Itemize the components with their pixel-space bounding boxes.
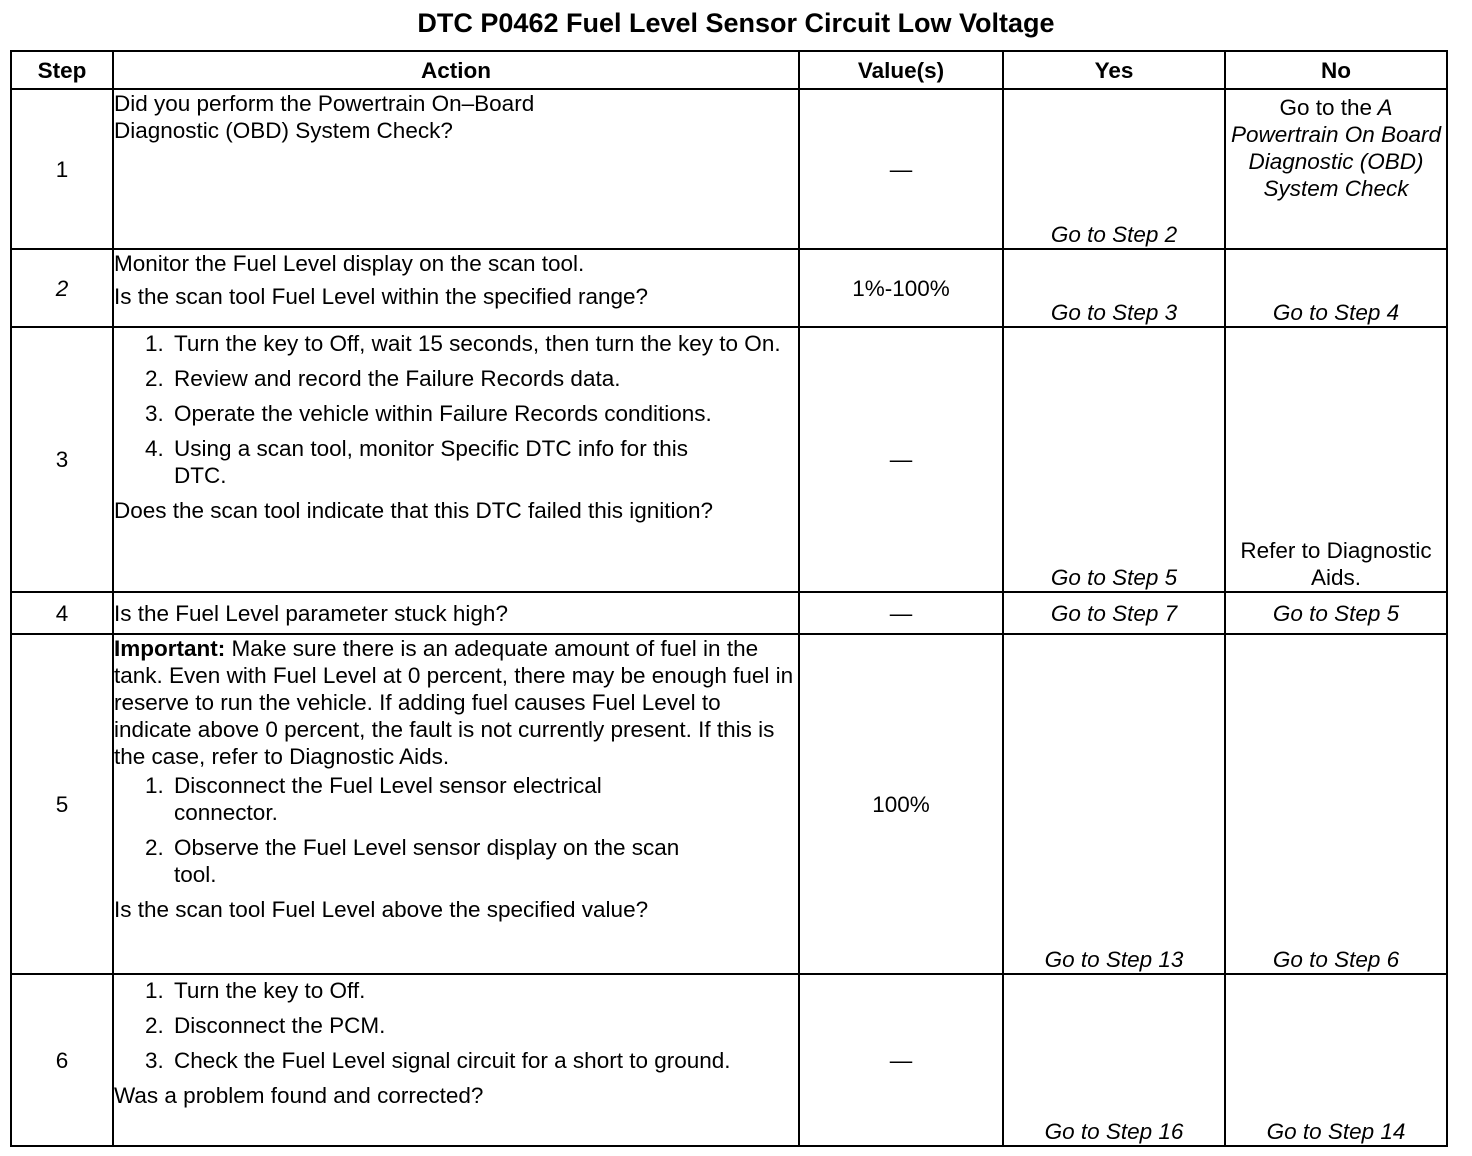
step-number: 3: [11, 327, 113, 592]
no-cell: Refer to Diagnostic Aids.: [1225, 327, 1447, 592]
important-label: Important:: [114, 636, 226, 661]
header-yes: Yes: [1003, 51, 1225, 89]
list-item: 3. Operate the vehicle within Failure Records conditions.: [170, 400, 790, 427]
table-row: [11, 974, 1447, 1146]
yes-cell: Go to Step 16: [1003, 974, 1225, 1146]
table-row: [11, 634, 1447, 974]
action-text: Did you perform the Powertrain On–Board Diagnostic (OBD) System Check?: [114, 91, 535, 143]
diagnostic-table: [10, 50, 1448, 1147]
no-cell: [1225, 89, 1447, 249]
step-number: 1: [11, 89, 113, 249]
action-cell: [113, 89, 799, 249]
action-cell: [113, 974, 799, 1146]
table-row: [11, 249, 1447, 327]
action-cell: [113, 592, 799, 634]
action-cell: [113, 327, 799, 592]
header-values: Value(s): [799, 51, 1003, 89]
step-number: 5: [11, 634, 113, 974]
action-text: Monitor the Fuel Level display on the scan tool.: [114, 251, 585, 276]
no-reference: A Powertrain On Board Diagnostic (OBD) System Check: [1230, 95, 1442, 201]
no-cell: Go to Step 5: [1225, 592, 1447, 634]
action-question: Is the scan tool Fuel Level above the specified value?: [114, 897, 649, 922]
action-cell: [113, 249, 799, 327]
table-row: [11, 327, 1447, 592]
list-item: 1. Disconnect the Fuel Level sensor electrical connector.: [170, 772, 674, 826]
no-prefix: Go to the: [1279, 95, 1373, 120]
no-cell: Go to Step 14: [1225, 974, 1447, 1146]
procedure-list: [114, 977, 750, 1074]
value-cell: 100%: [799, 634, 1003, 974]
step-number: 4: [11, 592, 113, 634]
list-item: 2. Review and record the Failure Records data.: [170, 365, 790, 392]
list-item: 2. Observe the Fuel Level sensor display on the scan tool.: [170, 834, 714, 888]
yes-cell: Go to Step 7: [1003, 592, 1225, 634]
action-cell: [113, 634, 799, 974]
header-row: [11, 51, 1447, 89]
no-cell: Go to Step 6: [1225, 634, 1447, 974]
table-row: [11, 89, 1447, 249]
value-cell: —: [799, 89, 1003, 249]
action-question: Was a problem found and corrected?: [114, 1083, 484, 1108]
list-item: 4. Using a scan tool, monitor Specific DTC info for this DTC.: [170, 435, 714, 489]
value-cell: 1%-100%: [799, 249, 1003, 327]
step-number: 2: [11, 249, 113, 327]
step-number: 6: [11, 974, 113, 1146]
action-question: Is the Fuel Level parameter stuck high?: [114, 600, 508, 626]
action-question: Is the scan tool Fuel Level within the specified range?: [114, 284, 649, 309]
yes-cell: Go to Step 3: [1003, 249, 1225, 327]
action-question: Does the scan tool indicate that this DTC failed this ignition?: [114, 498, 714, 523]
list-item: 1. Turn the key to Off.: [170, 977, 750, 1004]
yes-cell: Go to Step 13: [1003, 634, 1225, 974]
header-action: Action: [113, 51, 799, 89]
header-no: No: [1225, 51, 1447, 89]
list-item: 3. Check the Fuel Level signal circuit for a short to ground.: [170, 1047, 750, 1074]
no-cell: Go to Step 4: [1225, 249, 1447, 327]
list-item: 1. Turn the key to Off, wait 15 seconds, then turn the key to On.: [170, 330, 790, 357]
important-note: [114, 635, 798, 770]
value-cell: —: [799, 592, 1003, 634]
table-row: [11, 592, 1447, 634]
list-item: 2. Disconnect the PCM.: [170, 1012, 750, 1039]
procedure-list: [114, 330, 790, 489]
yes-cell: Go to Step 2: [1003, 89, 1225, 249]
procedure-list: [114, 772, 770, 888]
important-text: Make sure there is an adequate amount of fuel in the tank. Even with Fuel Level at 0 percent, there may be enough fuel in reserve to run the vehicle. If adding fuel causes Fuel Level to indicate above 0 percent, the fault is not currently present. If this is the case, refer to Diagnostic Aids.: [114, 636, 794, 769]
yes-cell: Go to Step 5: [1003, 327, 1225, 592]
value-cell: —: [799, 974, 1003, 1146]
value-cell: —: [799, 327, 1003, 592]
page-title: DTC P0462 Fuel Level Sensor Circuit Low Voltage: [417, 8, 1055, 38]
header-step: Step: [11, 51, 113, 89]
